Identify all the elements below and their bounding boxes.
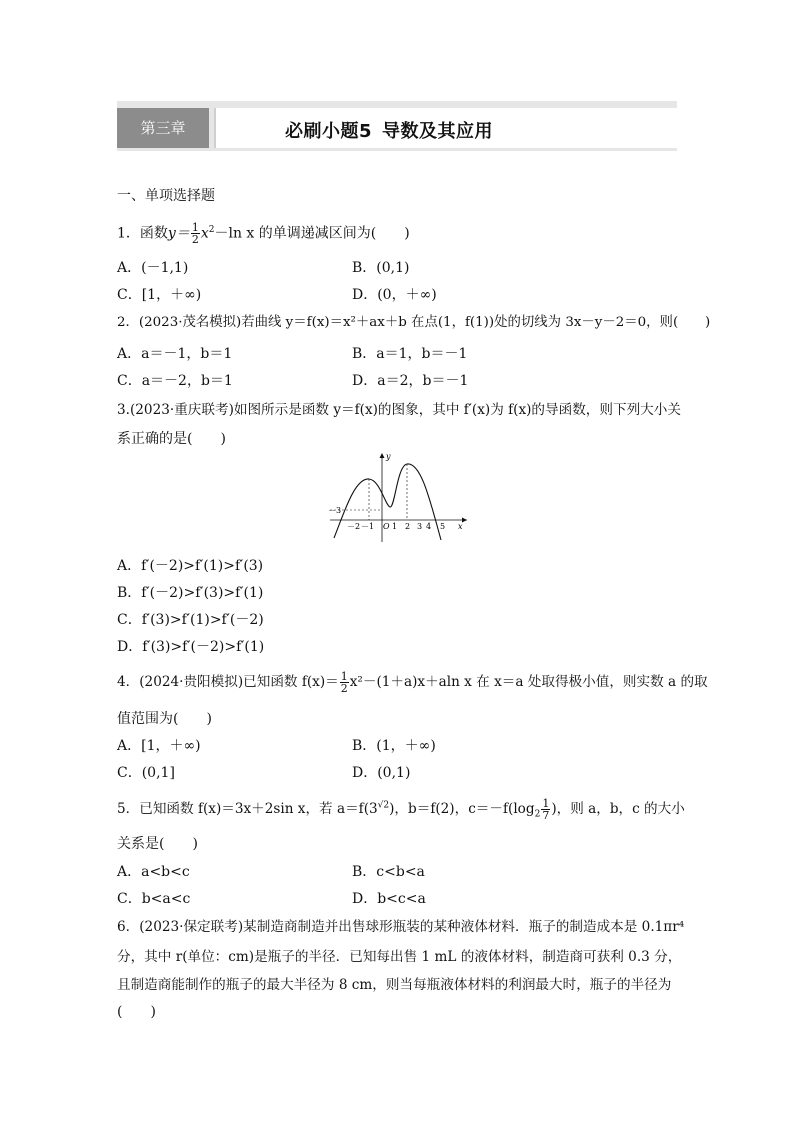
q1-option-a[interactable]: A．(－1,1) [117,260,189,276]
q5-option-c[interactable]: C．b<a<c [117,891,191,907]
question-6-line-3: 且制造商能制作的瓶子的最大半径为 8 cm，则当每瓶液体材料的利润最大时，瓶子的半径为 [117,977,672,993]
q1-sup: 2 [208,224,215,235]
q1-frac-num: 1 [191,221,199,234]
title-sub: 导数及其应用 [382,121,494,142]
tick-label-origin: O [383,522,390,531]
question-6-line-1: 6．(2023·保定联考)某制造商制造并出售球形瓶装的某种液体材料．瓶子的制造成本是 0.1πr⁴ [117,919,685,935]
q4-option-b[interactable]: B．(1，＋∞) [352,738,436,754]
title-main: 必刷小题5 [285,121,373,142]
q1-expr-c: －ln x 的单调递减区间为( ) [214,225,410,242]
question-6-line-2: 分，其中 r(单位：cm)是瓶子的半径．已知每出售 1 mL 的液体材料，制造商可获利 0.3 分， [117,949,682,965]
q1-fraction [191,222,200,245]
tick-label-5: 5 [440,522,446,531]
q3-option-b[interactable]: B．f′(－2)>f′(3)>f′(1) [117,585,264,601]
question-2: 2．(2023·茂名模拟)若曲线 y＝f(x)＝x²＋ax＋b 在点(1，f(1))处的切线为 3x－y－2＝0，则( ) [117,315,711,330]
question-5-line-2: 关系是( ) [117,836,198,852]
chapter-tag: 第三章 [117,108,209,148]
tick-label-neg2: －2 [347,522,361,531]
question-5-line-1 [117,797,685,821]
question-1 [117,222,410,245]
q3-option-a[interactable]: A．f′(－2)>f′(1)>f′(3) [117,558,264,574]
q2-option-d[interactable]: D．a＝2，b＝－1 [352,373,469,389]
q4-frac-den: 2 [340,682,348,695]
q4-pre: 4．(2024·贵阳模拟)已知函数 f(x)＝ [117,674,339,690]
q5-fraction [541,798,550,821]
function-graph [325,450,475,545]
q4-option-c[interactable]: C．(0,1] [117,765,175,781]
q1-option-b[interactable]: B．(0,1) [352,260,410,276]
tick-label-4: 4 [426,522,432,531]
question-6-line-4: ( ) [117,1004,156,1020]
q2-option-b[interactable]: B．a＝1，b＝－1 [352,346,468,362]
tick-label-neg1: －1 [361,522,375,531]
q5-sub: 2 [534,809,541,820]
tick-label-3: 3 [417,522,423,531]
q2-option-a[interactable]: A．a＝－1，b＝1 [117,346,233,362]
q1-option-c[interactable]: C．[1，＋∞) [117,287,202,303]
tick-label-1: 1 [392,522,398,531]
q1-pre: 1．函数 [117,225,168,242]
q5-pre: 5．已知函数 f(x)＝3x＋2sin x，若 a＝f(3 [117,801,378,817]
question-3-line-2: 系正确的是( ) [117,431,226,447]
x-axis-label: x [458,522,463,531]
tick-label-2: 2 [405,522,411,531]
q1-option-d[interactable]: D．(0，＋∞) [352,287,437,303]
q4-post: x²－(1＋a)x＋aln x 在 x＝a 处取得极小值，则实数 a 的取 [349,674,708,690]
q5-sup: √2 [377,800,390,811]
q5-option-a[interactable]: A．a<b<c [117,864,190,880]
q4-option-d[interactable]: D．(0,1) [352,765,411,781]
y-axis-arrow [380,453,385,458]
q4-option-a[interactable]: A．[1，＋∞) [117,738,201,754]
q1-expr-b: x [200,225,209,242]
q2-option-c[interactable]: C．a＝－2，b＝1 [117,373,233,389]
q5-mid: )，b＝f(2)，c＝－f(log [389,801,535,817]
q1-frac-den: 2 [191,233,199,246]
q5-post: )，则 a，b，c 的大小 [551,801,685,817]
page-title [285,117,493,143]
q5-option-b[interactable]: B．c<b<a [352,864,425,880]
y-axis-label: y [386,452,391,461]
q3-option-d[interactable]: D．f′(3)>f′(－2)>f′(1) [117,639,265,655]
section-heading: 一、单项选择题 [117,188,215,204]
question-4-line-1 [117,670,708,694]
question-4-line-2: 值范围为( ) [117,711,212,727]
question-3-line-1: 3.(2023·重庆联考)如图所示是函数 y＝f(x)的图象，其中 f′(x)为 f(x)的导函数，则下列大小关 [117,402,681,418]
q5-frac-den: 7 [542,809,550,822]
q3-option-c[interactable]: C．f′(3)>f′(1)>f′(－2) [117,612,264,628]
tick-label-neg3: －3 [328,506,342,515]
q4-frac-num: 1 [340,670,348,683]
q1-expr-a: y＝ [167,225,190,242]
q5-frac-num: 1 [542,797,550,810]
q5-option-d[interactable]: D．b<c<a [352,891,426,907]
x-axis-arrow [462,518,467,523]
q4-fraction [340,671,349,694]
